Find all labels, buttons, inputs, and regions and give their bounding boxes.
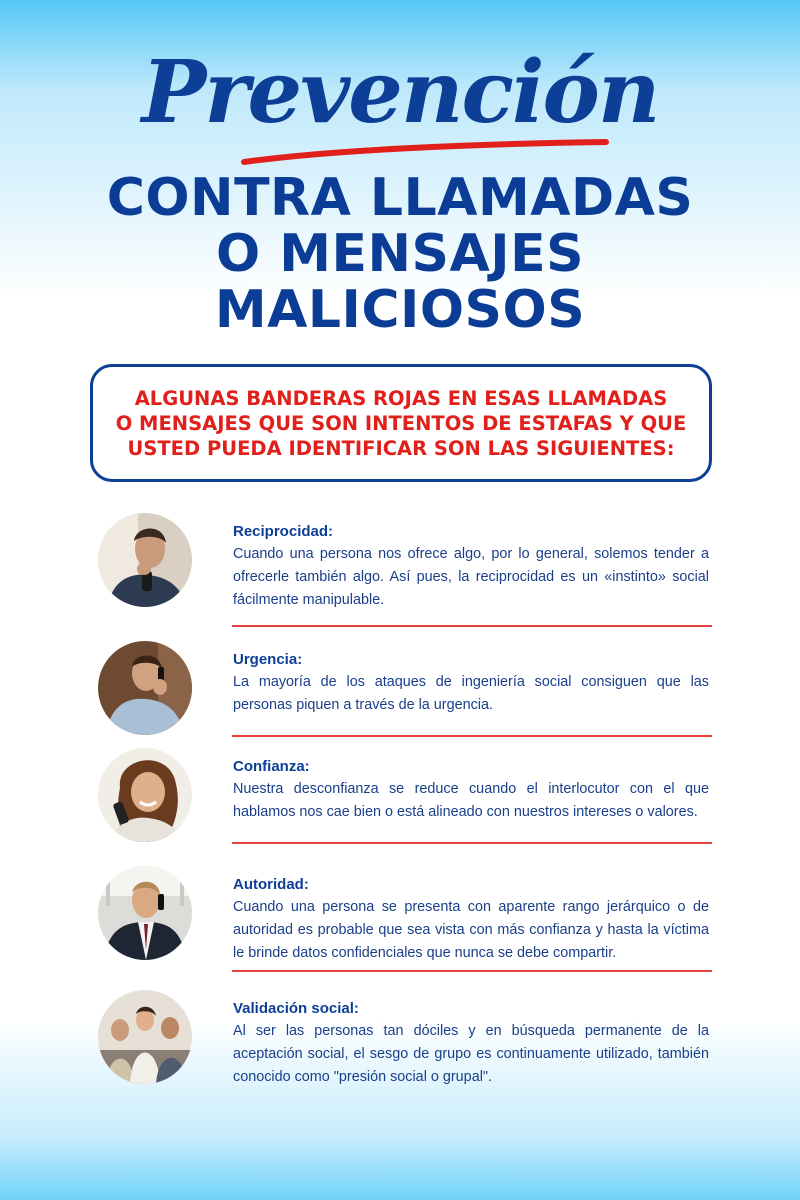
title-underline — [240, 136, 610, 166]
red-flags-line-3: USTED PUEDA IDENTIFICAR SON LAS SIGUIENTES: — [127, 436, 675, 460]
item-text — [233, 523, 709, 612]
smiling-woman-on-phone-photo — [98, 748, 192, 842]
headline-line-3: MALICIOSOS — [214, 280, 586, 340]
businessman-on-phone-photo — [98, 866, 192, 960]
item-title: Reciprocidad: — [233, 523, 334, 540]
item-description: Al ser las personas tan dóciles y en búsqueda permanente de la aceptación social, el sesgo de grupo es continuamente utilizado, también conocido como "presión social o grupal". — [233, 1023, 709, 1085]
item-text — [233, 1000, 709, 1089]
man-thinking-with-phone-photo — [98, 513, 192, 607]
item-title: Autoridad: — [233, 876, 309, 893]
headline-line-1: CONTRA LLAMADAS — [106, 168, 694, 228]
item-description: Cuando una persona nos ofrece algo, por lo general, solemos tender a ofrecerle también algo. Así pues, la reciprocidad es un «instinto» social fácilmente manipulable. — [233, 546, 709, 608]
red-flags-line-1: ALGUNAS BANDERAS ROJAS EN ESAS LLAMADAS — [134, 386, 668, 410]
divider — [232, 842, 712, 844]
item-title: Validación social: — [233, 1000, 359, 1017]
item-text — [233, 651, 709, 717]
group-of-friends-photo — [98, 990, 192, 1084]
item-title: Urgencia: — [233, 651, 303, 668]
item-title: Confianza: — [233, 758, 310, 775]
script-title: Prevención — [141, 42, 659, 143]
item-description: La mayoría de los ataques de ingeniería social consiguen que las personas piquen a través de la urgencia. — [233, 674, 709, 713]
divider — [232, 735, 712, 737]
item-description: Cuando una persona se presenta con aparente rango jerárquico o de autoridad es probable que sea vista con más confianza y hasta la víctima le brinde datos confidenciales que nunca se debe compartir. — [233, 899, 709, 961]
headline — [0, 170, 800, 338]
item-text — [233, 758, 709, 824]
red-flags-line-2: O MENSAJES QUE SON INTENTOS DE ESTAFAS Y QUE — [115, 411, 687, 435]
item-description: Nuestra desconfianza se reduce cuando el interlocutor con el que hablamos nos cae bien o está alineado con nuestros intereses o valores. — [233, 781, 709, 820]
red-flags-text — [106, 386, 697, 461]
man-on-phone-call-photo — [98, 641, 192, 735]
red-flags-notice — [90, 364, 712, 482]
headline-line-2: O MENSAJES — [215, 224, 585, 284]
divider — [232, 625, 712, 627]
divider — [232, 970, 712, 972]
item-text — [233, 876, 709, 965]
